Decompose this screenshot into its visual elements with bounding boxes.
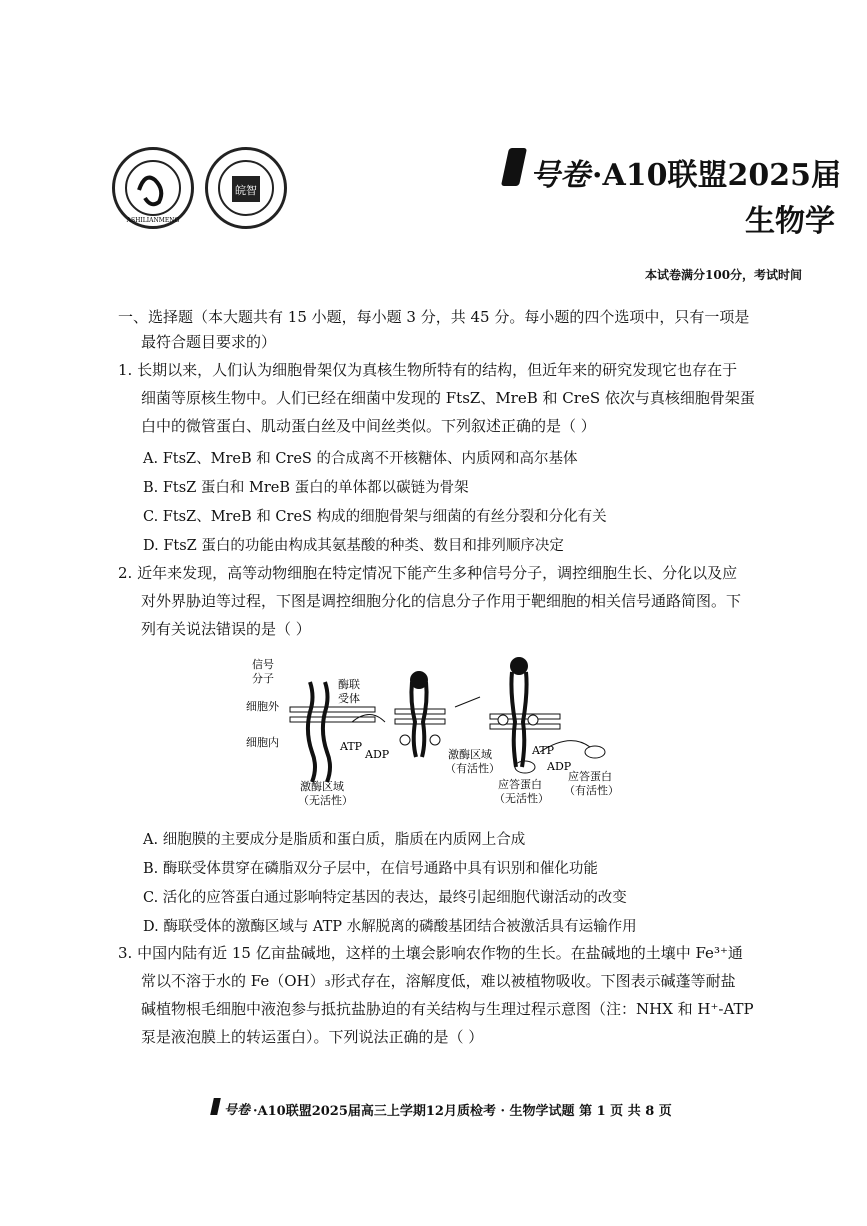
- seal-right-graphic: [208, 150, 284, 226]
- seal-right-logo: [205, 147, 287, 229]
- label-receptor2: 受体: [338, 692, 360, 705]
- q3-line1: 3. 中国内陆有近 15 亿亩盐碱地，这样的土壤会影响农作物的生长。在盐碱地的土壤中 Fe³⁺通: [118, 944, 743, 962]
- phosphate-3: [498, 715, 508, 725]
- label-outside: 细胞外: [246, 700, 279, 713]
- q3-line3: 碱植物根毛细胞中液泡参与抵抗盐胁迫的有关结构与生理过程示意图（注：NHX 和 H⁺-ATP: [141, 1000, 754, 1018]
- page-subtitle: 生物学: [745, 204, 835, 239]
- label-signal: 信号: [252, 658, 274, 671]
- signal-pathway-figure: [240, 652, 670, 812]
- label-resp-active: 应答蛋白: [568, 770, 612, 783]
- phosphate-4: [528, 715, 538, 725]
- label-atp: ATP: [340, 740, 363, 753]
- membrane-2: [395, 709, 445, 724]
- phosphate-1: [400, 735, 410, 745]
- label-adp2: ADP: [547, 760, 572, 773]
- label-inactive: （无活性）: [298, 794, 353, 807]
- section-heading-line2: 最符合题目要求的）: [141, 333, 277, 351]
- seal-left-graphic: [115, 150, 191, 226]
- response-protein-inactive: [515, 761, 535, 773]
- q1-option-b: B. FtsZ 蛋白和 MreB 蛋白的单体都以碳链为骨架: [143, 480, 469, 496]
- label-resp-active2: （有活性）: [564, 784, 619, 797]
- q3-line2: 常以不溶于水的 Fe（OH）₃形式存在，溶解度低，难以被植物吸收。下图表示碱蓬等耐盐: [141, 972, 736, 990]
- seal-right-center: 皖智: [235, 184, 257, 197]
- label-adp: ADP: [365, 748, 390, 761]
- footer-text: ·A10联盟2025届高三上学期12月质检考 · 生物学试题 第 1 页 共 8 页: [253, 1104, 672, 1119]
- label-atp2: ATP: [532, 744, 555, 757]
- q1-option-a: A. FtsZ、MreB 和 CreS 的合成离不开核糖体、内质网和高尔基体: [143, 451, 578, 467]
- q1-option-d: D. FtsZ 蛋白的功能由构成其氨基酸的种类、数目和排列顺序决定: [143, 538, 564, 554]
- phosphate-2: [430, 735, 440, 745]
- seal-left-logo: [112, 147, 194, 229]
- header-logo-mark: [501, 148, 527, 186]
- label-receptor: 酶联: [338, 678, 360, 691]
- membrane-1: [290, 707, 375, 722]
- page-title: ·A10联盟2025届: [592, 158, 841, 193]
- label-kinase-active: 激酶区域: [448, 748, 492, 761]
- q2-option-a: A. 细胞膜的主要成分是脂质和蛋白质，脂质在内质网上合成: [143, 832, 526, 848]
- receptor-inactive: [308, 682, 330, 782]
- header-logo-text: 号卷: [530, 158, 590, 193]
- q2-option-b: B. 酶联受体贯穿在磷脂双分子层中，在信号通路中具有识别和催化功能: [143, 861, 598, 877]
- receptor-active-2: [511, 659, 526, 767]
- q2-option-c: C. 活化的应答蛋白通过影响特定基因的表达，最终引起细胞代谢活动的改变: [143, 890, 627, 906]
- q2-line2: 对外界胁迫等过程，下图是调控细胞分化的信息分子作用于靶细胞的相关信号通路简图。下: [141, 592, 742, 610]
- arrow-1: [352, 715, 385, 723]
- label-inside: 细胞内: [246, 736, 279, 749]
- q2-line1: 2. 近年来发现，高等动物细胞在特定情况下能产生多种信号分子，调控细胞生长、分化以及应: [118, 564, 738, 582]
- q2-option-d: D. 酶联受体的激酶区域与 ATP 水解脱离的磷酸基团结合被激活具有运输作用: [143, 919, 637, 935]
- label-signal2: 分子: [252, 672, 274, 685]
- q3-line4: 泵是液泡膜上的转运蛋白）。下列说法正确的是（ ）: [141, 1028, 484, 1046]
- section-heading-line1: 一、选择题（本大题共有 15 小题，每小题 3 分，共 45 分。每小题的四个选项中，只有一项是: [118, 308, 750, 326]
- q1-line2: 细菌等原核生物中。人们已经在细菌中发现的 FtsZ、MreB 和 CreS 依次与真核细胞骨架蛋: [141, 389, 755, 407]
- q1-option-c: C. FtsZ、MreB 和 CreS 构成的细胞骨架与细菌的有丝分裂和分化有关: [143, 509, 607, 525]
- label-kinase-inactive: 激酶区域: [300, 780, 344, 793]
- label-active: （有活性）: [445, 762, 500, 775]
- label-resp-inactive2: （无活性）: [494, 792, 549, 805]
- q1-line1: 1. 长期以来，人们认为细胞骨架仅为真核生物所特有的结构，但近年来的研究发现它也存在于: [118, 361, 738, 379]
- response-protein-active: [585, 746, 605, 758]
- seal-left-bottom: ASHILIANMENG: [126, 217, 180, 224]
- footer-logo-mark: [210, 1098, 221, 1115]
- q2-line3: 列有关说法错误的是（ ）: [141, 620, 311, 638]
- label-resp-inactive: 应答蛋白: [498, 778, 542, 791]
- footer-logo-text: 号卷: [224, 1103, 251, 1118]
- exam-info: 本试卷满分100分，考试时间: [645, 268, 803, 282]
- arrow-2: [455, 697, 480, 707]
- receptor-active-1: [411, 673, 426, 757]
- q1-line3: 白中的微管蛋白、肌动蛋白丝及中间丝类似。下列叙述正确的是（ ）: [141, 417, 596, 435]
